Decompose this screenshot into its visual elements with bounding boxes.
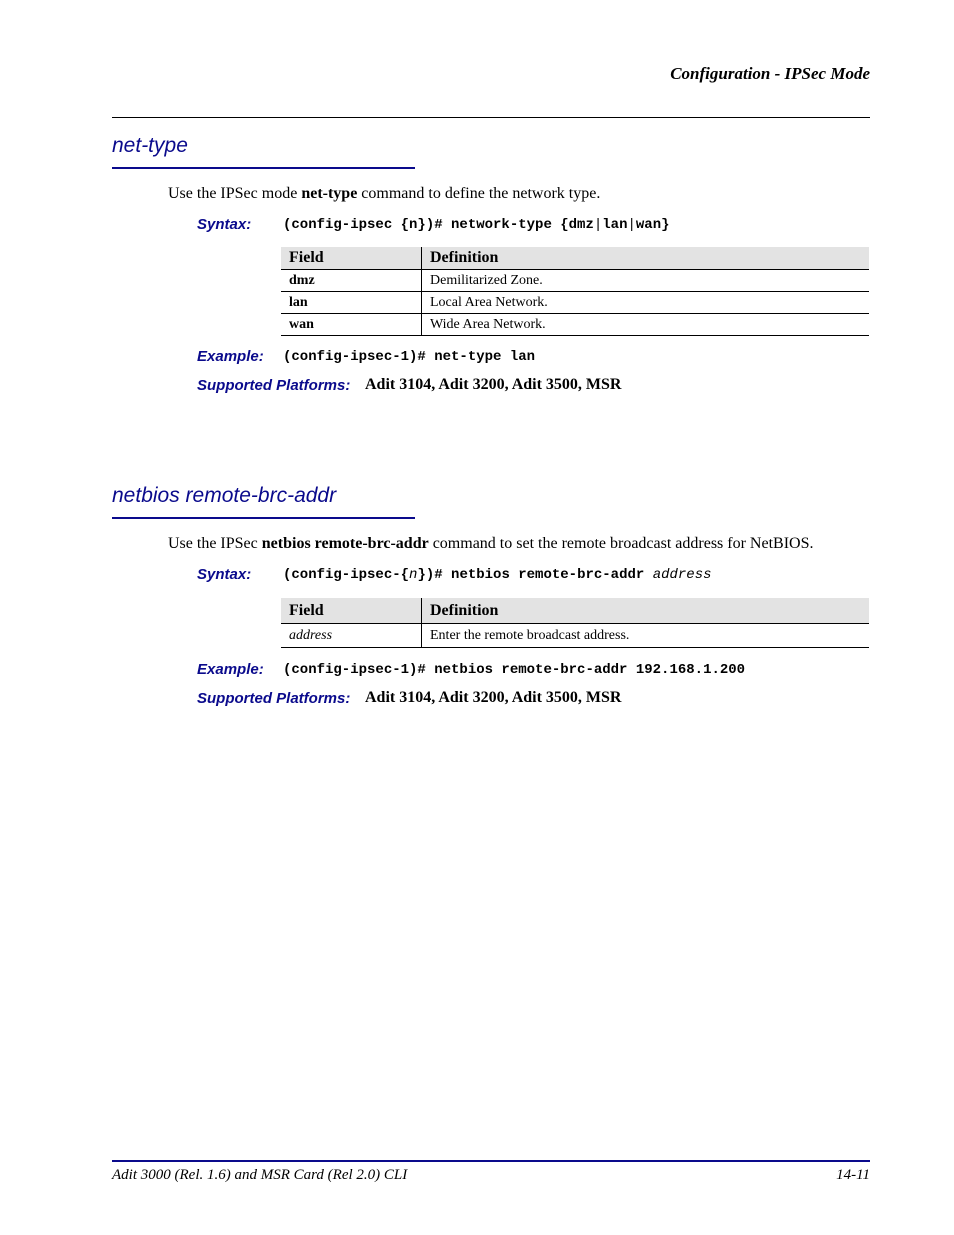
syntax-label: Syntax: — [197, 566, 252, 583]
intro-text: command to set the remote broadcast address for NetBIOS. — [428, 535, 814, 552]
platforms-label: Supported Platforms: — [197, 690, 351, 707]
intro-text: Use the IPSec — [168, 535, 262, 552]
example-label: Example: — [197, 661, 264, 678]
definition-cell: Enter the remote broadcast address. — [422, 624, 870, 648]
section-title-netbios-remote-brc-addr: netbios remote-brc-addr — [112, 484, 337, 507]
syntax-part: lan — [602, 217, 628, 233]
example-label: Example: — [197, 348, 264, 365]
definition-table — [281, 598, 869, 648]
header-rule — [112, 117, 870, 118]
field-cell: address — [281, 624, 422, 648]
platforms-list: Adit 3104, Adit 3200, Adit 3500, MSR — [365, 376, 622, 393]
definition-cell: Demilitarized Zone. — [422, 270, 870, 292]
table-header-row — [281, 247, 869, 270]
section-underline — [112, 517, 415, 519]
syntax-variable: n — [409, 567, 418, 583]
column-header-field: Field — [281, 247, 422, 270]
example-command: (config-ipsec-1)# net-type lan — [283, 349, 536, 365]
definition-cell: Local Area Network. — [422, 292, 870, 314]
syntax-part: (config-ipsec {n})# network-type {dmz — [283, 217, 594, 233]
footer-rule — [112, 1160, 870, 1162]
intro-command: net-type — [301, 185, 358, 202]
syntax-command — [283, 567, 712, 583]
syntax-separator: | — [593, 217, 603, 233]
example-command: (config-ipsec-1)# netbios remote-brc-addr 192.168.1.200 — [283, 662, 746, 678]
column-header-definition: Definition — [422, 598, 870, 624]
syntax-part: wan} — [635, 217, 670, 233]
table-row — [281, 314, 869, 336]
section-title-net-type: net-type — [112, 134, 188, 157]
definition-cell: Wide Area Network. — [422, 314, 870, 336]
syntax-argument: address — [652, 567, 712, 583]
platforms-list: Adit 3104, Adit 3200, Adit 3500, MSR — [365, 689, 622, 706]
footer-document-title: Adit 3000 (Rel. 1.6) and MSR Card (Rel 2.0) CLI — [112, 1167, 408, 1183]
section-intro — [168, 185, 600, 203]
intro-command: netbios remote-brc-addr — [261, 535, 429, 552]
platforms-label: Supported Platforms: — [197, 377, 351, 394]
field-cell: wan — [281, 314, 422, 336]
intro-text: command to define the network type. — [357, 185, 601, 202]
section-underline — [112, 167, 415, 169]
column-header-definition: Definition — [422, 247, 870, 270]
column-header-field: Field — [281, 598, 422, 624]
running-header-title: Configuration - IPSec Mode — [670, 64, 870, 83]
syntax-part: (config-ipsec-{ — [283, 567, 410, 583]
field-cell: lan — [281, 292, 422, 314]
syntax-separator: | — [627, 217, 636, 233]
syntax-label: Syntax: — [197, 216, 252, 233]
table-row — [281, 292, 869, 314]
field-cell: dmz — [281, 270, 422, 292]
section-intro — [168, 535, 813, 553]
definition-table — [281, 247, 869, 336]
syntax-command — [283, 217, 670, 233]
table-row — [281, 624, 869, 648]
table-header-row — [281, 598, 869, 624]
syntax-part: })# netbios remote-brc-addr — [417, 567, 653, 583]
footer-page-number: 14-11 — [836, 1167, 870, 1183]
intro-text: Use the IPSec mode — [168, 185, 302, 202]
table-row — [281, 270, 869, 292]
